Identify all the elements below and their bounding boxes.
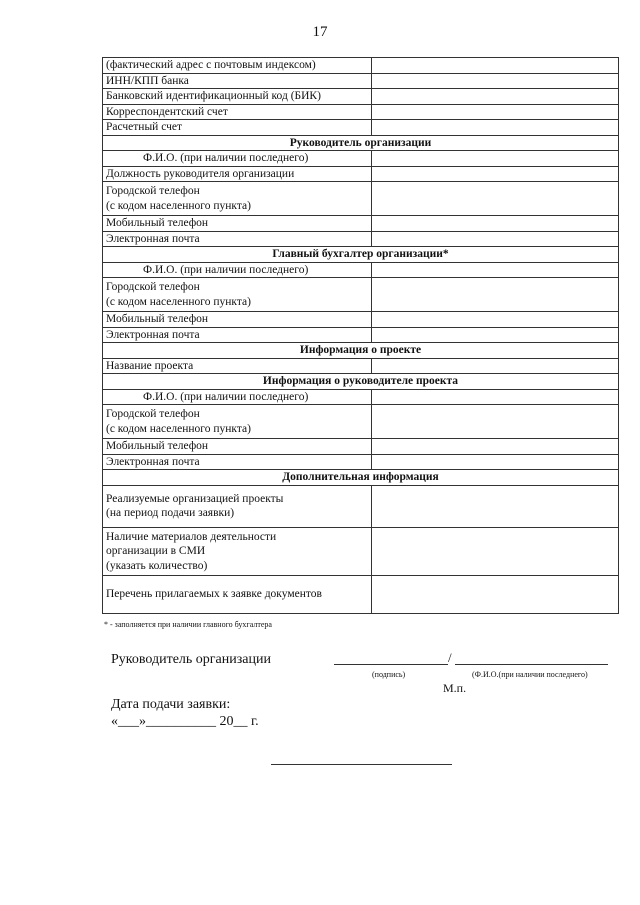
- field-label: [103, 405, 372, 439]
- table-row: [103, 527, 619, 576]
- section-title: Дополнительная информация: [103, 470, 619, 486]
- section-header-row: [103, 343, 619, 359]
- date-field[interactable]: «___»__________ 20__ г.: [111, 714, 259, 729]
- value-cell[interactable]: [372, 151, 619, 167]
- field-label: Ф.И.О. (при наличии последнего): [103, 262, 372, 278]
- table-row: [103, 576, 619, 614]
- signature-separator: /: [448, 650, 452, 665]
- field-label: Мобильный телефон: [103, 439, 372, 455]
- signature-caption: (подпись): [372, 670, 406, 679]
- field-label-line: Наличие материалов деятельности: [106, 530, 277, 543]
- field-label: [103, 485, 372, 527]
- field-label-line: Городской телефон: [106, 185, 200, 197]
- value-cell[interactable]: [372, 527, 619, 576]
- value-cell[interactable]: [372, 262, 619, 278]
- bottom-signature-line: [271, 764, 452, 765]
- table-row: [103, 151, 619, 167]
- field-label: [103, 527, 372, 576]
- section-title: Руководитель организации: [103, 135, 619, 151]
- field-label: ИНН/КПП банка: [103, 73, 372, 89]
- signature-line[interactable]: [334, 664, 448, 665]
- stamp-place-label: М.п.: [443, 681, 467, 695]
- field-label: Электронная почта: [103, 231, 372, 247]
- value-cell[interactable]: [372, 389, 619, 405]
- table-row: [103, 312, 619, 328]
- table-row: [103, 73, 619, 89]
- table-row: [103, 104, 619, 120]
- field-label: Корреспондентский счет: [103, 104, 372, 120]
- field-label: Банковский идентификационный код (БИК): [103, 89, 372, 105]
- table-row: [103, 216, 619, 232]
- field-label: Мобильный телефон: [103, 312, 372, 328]
- field-label-line: (указать количество): [106, 559, 208, 572]
- value-cell[interactable]: [372, 231, 619, 247]
- value-cell[interactable]: [372, 439, 619, 455]
- section-title: Информация о руководителе проекта: [103, 374, 619, 390]
- table-row: [103, 120, 619, 136]
- value-cell[interactable]: [372, 120, 619, 136]
- table-row: [103, 485, 619, 527]
- signature-label: Руководитель организации: [111, 652, 271, 667]
- table-row: [103, 58, 619, 74]
- page-number: 17: [312, 24, 328, 40]
- section-header-row: [103, 135, 619, 151]
- table-row: [103, 262, 619, 278]
- section-header-row: [103, 470, 619, 486]
- value-cell[interactable]: [372, 485, 619, 527]
- field-label: Ф.И.О. (при наличии последнего): [103, 151, 372, 167]
- application-form-table: [102, 57, 619, 614]
- section-title: Информация о проекте: [103, 343, 619, 359]
- value-cell[interactable]: [372, 405, 619, 439]
- value-cell[interactable]: [372, 182, 619, 216]
- value-cell[interactable]: [372, 312, 619, 328]
- value-cell[interactable]: [372, 58, 619, 74]
- field-label: Мобильный телефон: [103, 216, 372, 232]
- field-label-line: (с кодом населенного пункта): [106, 295, 251, 308]
- table-row: [103, 358, 619, 374]
- table-row: [103, 454, 619, 470]
- table-row: [103, 389, 619, 405]
- value-cell[interactable]: [372, 358, 619, 374]
- section-header-row: [103, 374, 619, 390]
- table-row: [103, 182, 619, 216]
- value-cell[interactable]: [372, 278, 619, 312]
- field-label: Название проекта: [103, 358, 372, 374]
- fio-caption: (Ф.И.О.(при наличии последнего): [472, 670, 588, 679]
- field-label-line: (с кодом населенного пункта): [106, 422, 251, 435]
- field-label: Должность руководителя организации: [103, 166, 372, 182]
- field-label: Электронная почта: [103, 327, 372, 343]
- field-label: [103, 182, 372, 216]
- field-label-line: Реализуемые организацией проекты: [106, 492, 284, 505]
- value-cell[interactable]: [372, 166, 619, 182]
- table-row: [103, 166, 619, 182]
- date-label: Дата подачи заявки:: [111, 697, 231, 712]
- table-row: [103, 439, 619, 455]
- field-label-line: Городской телефон: [106, 408, 200, 420]
- field-label-line: (с кодом населенного пункта): [106, 199, 251, 212]
- field-label-line: Перечень прилагаемых к заявке документов: [106, 588, 322, 600]
- table-row: [103, 231, 619, 247]
- table-row: [103, 327, 619, 343]
- value-cell[interactable]: [372, 454, 619, 470]
- value-cell[interactable]: [372, 73, 619, 89]
- field-label: Ф.И.О. (при наличии последнего): [103, 389, 372, 405]
- field-label: (фактический адрес с почтовым индексом): [103, 58, 372, 74]
- field-label: Расчетный счет: [103, 120, 372, 136]
- section-title: Главный бухгалтер организации*: [103, 247, 619, 263]
- section-header-row: [103, 247, 619, 263]
- value-cell[interactable]: [372, 576, 619, 614]
- footnote: * - заполняется при наличии главного бухгалтера: [104, 620, 272, 629]
- value-cell[interactable]: [372, 89, 619, 105]
- field-label: [103, 576, 372, 614]
- field-label-line: (на период подачи заявки): [106, 507, 235, 519]
- field-label: Электронная почта: [103, 454, 372, 470]
- field-label-line: организации в СМИ: [106, 545, 206, 557]
- table-row: [103, 89, 619, 105]
- value-cell[interactable]: [372, 327, 619, 343]
- table-row: [103, 278, 619, 312]
- field-label: [103, 278, 372, 312]
- field-label-line: Городской телефон: [106, 281, 200, 293]
- value-cell[interactable]: [372, 104, 619, 120]
- value-cell[interactable]: [372, 216, 619, 232]
- table-row: [103, 405, 619, 439]
- fio-line[interactable]: [455, 664, 608, 665]
